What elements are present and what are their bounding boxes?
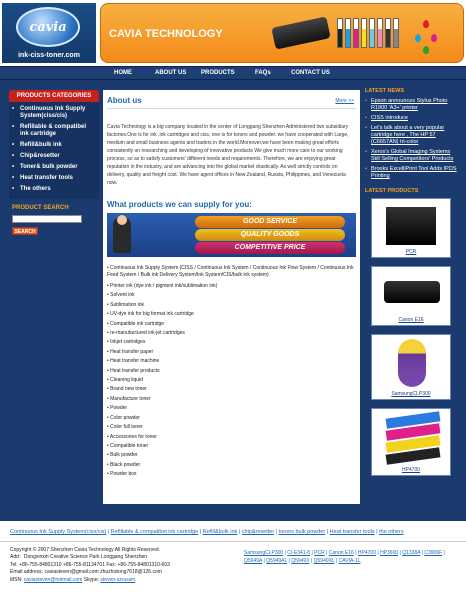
email: Email address: caviasteven@gmail.com zhuzhixiong7618@126.com bbox=[10, 569, 162, 576]
ink-cartridge-image bbox=[337, 18, 343, 48]
ink-drop-icon bbox=[415, 34, 421, 42]
nav-home[interactable]: HOME bbox=[114, 70, 132, 76]
footer-product-link[interactable]: SamsungCLP300 bbox=[244, 550, 284, 556]
product-image bbox=[398, 339, 426, 387]
product-card[interactable] bbox=[371, 334, 451, 400]
ink-cartridge-image bbox=[385, 18, 391, 48]
list-item: • Powder bbox=[107, 405, 128, 412]
ink-cartridge-image bbox=[345, 18, 351, 48]
list-item: • Powder box bbox=[107, 471, 137, 478]
footer-product-link[interactable]: Q5949XL bbox=[313, 558, 335, 564]
product-card[interactable] bbox=[371, 198, 451, 258]
product-search-title: PRODUCT SEARCH bbox=[12, 205, 69, 211]
product-caption[interactable]: HP4700 bbox=[401, 467, 421, 473]
footer-product-link[interactable]: HP3600 bbox=[380, 550, 399, 556]
footer-link[interactable]: chip&resetter bbox=[241, 529, 275, 535]
search-input[interactable] bbox=[12, 215, 82, 223]
more-link[interactable]: More >> bbox=[335, 98, 354, 104]
ink-drop-icon bbox=[423, 20, 429, 28]
footer-links: Continuous Ink Supply System(ciss/cis) | Refillable & compatibel ink cartridge | Refill&bulk ink | chip&resetter | toners bulk powder | Heat transfer tools | the others bbox=[10, 529, 404, 535]
footer-link[interactable]: Heat transfer tools bbox=[329, 529, 375, 535]
main-content bbox=[103, 90, 360, 504]
list-item: • Color powder bbox=[107, 414, 140, 421]
list-item: • Heat transfer products bbox=[107, 367, 160, 374]
news-item[interactable]: • Brooks ExcelliPrint Tool Adds IPDS Printing bbox=[365, 166, 457, 179]
list-item: • Compatible ink cartridge bbox=[107, 320, 165, 327]
category-item[interactable]: • Continuous Ink Supply System(ciss/cis) bbox=[12, 106, 86, 119]
header bbox=[0, 0, 466, 66]
footer-product-link[interactable]: Canon E16 bbox=[328, 550, 354, 556]
category-item[interactable]: • Refill&bulk ink bbox=[12, 142, 62, 148]
product-image bbox=[384, 281, 440, 303]
banner bbox=[100, 3, 464, 63]
banner-title: CAVIA TECHNOLOGY bbox=[109, 28, 223, 40]
footer-product-link[interactable]: HP4700 bbox=[357, 550, 376, 556]
nav-contact-us[interactable]: CONTACT US bbox=[291, 70, 330, 76]
latest-news-title: LATEST NEWS bbox=[365, 88, 405, 94]
category-item[interactable]: • The others bbox=[12, 186, 51, 192]
ink-cartridge-image bbox=[393, 18, 399, 48]
footer-product-links: SamsungCLP300 | CI-E341-8 | PCR | Canon E16 | HP4700 | HP3600 | Q1338A | C3906F | Q5949A | Q5949AL | Q5949X | Q5949XL | CAVIA-1L bbox=[244, 550, 445, 564]
footer-product-link[interactable]: Q5949AL bbox=[266, 558, 288, 564]
ink-cartridge-image bbox=[369, 18, 375, 48]
list-item: • Brand new toner bbox=[107, 386, 147, 393]
category-item[interactable]: • Refillable & compatibel ink cartridge bbox=[12, 124, 87, 137]
promo-banner bbox=[107, 213, 356, 257]
about-text: Cavia Technology is a big company located in the center of Longgang Shenzhen Administered two subsidiary factories.One is for ink ,ink cartridges and ciss, one is for toners and powder. we have cooperated with Large, medium and small business agents and traders in the world.Moreover,we have been making great efforts consistently on researching and developing of innovative products We give much more care to our working process, so as to satisfy customers' different needs and requirements. Therefore, we are enjoying great reputation in the industry, and are advancing into the global market drastically. As well strictly controls on delivery, quality and freight cost. We have agent offices in New Zealand, Russia, Philippines, and Venezuela now. bbox=[107, 124, 349, 186]
footer-product-link[interactable]: Q1338A bbox=[402, 550, 421, 556]
ink-cartridge-image bbox=[353, 18, 359, 48]
categories-title: PRODUCTS CATEGORIES bbox=[9, 90, 99, 102]
list-item: • Bulk powder bbox=[107, 452, 138, 459]
ink-drop-icon bbox=[423, 46, 429, 54]
footer-link[interactable]: toners bulk powder bbox=[278, 529, 326, 535]
msn-link[interactable]: caviasteven@hotmail.com bbox=[23, 576, 83, 583]
copyright: Copyright © 2007 Shenzhen Cavia Technology All Rights Reserved. bbox=[10, 547, 161, 553]
list-item: • Accessories for toner bbox=[107, 433, 157, 440]
footer bbox=[0, 520, 466, 600]
toner-cartridge-image bbox=[271, 16, 330, 49]
list-item: • Printer ink (dye ink / pigment ink/sublimation ink) bbox=[107, 283, 218, 289]
footer-link[interactable]: Refillable & compatibel ink cartridge bbox=[110, 529, 199, 535]
news-item[interactable]: • Epson announces Stylus Photo R1900 'A3+' printer bbox=[365, 98, 448, 111]
category-item[interactable]: • Toner& bulk powder bbox=[12, 164, 78, 170]
list-item: • Heat transfer machine bbox=[107, 358, 160, 365]
list-item: • re-manufactured ink-jet cartridges bbox=[107, 330, 185, 337]
person-head bbox=[117, 215, 127, 225]
list-item: • Black powder bbox=[107, 461, 141, 468]
nav-faqs[interactable]: FAQs bbox=[255, 70, 271, 76]
list-item: • Manufacture toner bbox=[107, 395, 151, 402]
address: Add：Dongxinxin Creative Science Park Longgang Shenzhen bbox=[10, 554, 148, 561]
right-sidebar bbox=[365, 88, 458, 476]
msn-skype: MSN: caviasteven@hotmail.com Skype: steven-szrussin bbox=[10, 576, 136, 583]
latest-products-title: LATEST PRODUCTS bbox=[365, 188, 419, 194]
footer-product-link[interactable]: Q5949A bbox=[244, 558, 263, 564]
footer-product-link[interactable]: CAVIA-1L bbox=[338, 558, 361, 564]
news-item[interactable]: • Xerox's Global Imaging Systems Still Selling Competitors' Products bbox=[365, 149, 454, 162]
news-item[interactable]: • Let's talk about a very popular cartridge here , The HP 57 (C6657AN) tri-color bbox=[365, 125, 445, 145]
categories-list bbox=[9, 102, 99, 199]
footer-link[interactable]: Refill&bulk ink bbox=[202, 529, 238, 535]
ink-cartridge-image bbox=[361, 18, 367, 48]
product-image bbox=[386, 207, 436, 245]
footer-product-link[interactable]: C3906F bbox=[424, 550, 443, 556]
about-title: About us bbox=[107, 96, 142, 105]
left-sidebar bbox=[9, 90, 99, 235]
footer-link[interactable]: the others bbox=[379, 529, 404, 535]
list-item: • Heat transfer paper bbox=[107, 348, 154, 355]
list-item: • Compatible toner bbox=[107, 442, 149, 449]
list-item: • Cleaning liquid bbox=[107, 377, 143, 384]
footer-product-link[interactable]: PCR bbox=[314, 550, 325, 556]
promo-competitive-price: COMPETITIVE PRICE bbox=[195, 242, 345, 254]
logo-text: cavia bbox=[29, 20, 67, 35]
promo-good-service: GOOD SERVICE bbox=[195, 216, 345, 228]
product-card[interactable] bbox=[371, 408, 451, 476]
main-nav bbox=[0, 66, 466, 80]
footer-product-link[interactable]: CI-E341-8 bbox=[287, 550, 311, 556]
products-list bbox=[107, 282, 356, 480]
product-caption[interactable]: PCR bbox=[405, 249, 417, 255]
divider bbox=[0, 541, 466, 542]
footer-link[interactable]: Continuous Ink Supply System(ciss/cis) bbox=[10, 529, 107, 535]
list-item: • UV-dye ink for big format ink cartridge bbox=[107, 311, 194, 318]
divider bbox=[107, 108, 356, 109]
nav-products[interactable]: PRODUCTS bbox=[201, 70, 235, 76]
product-card[interactable] bbox=[371, 266, 451, 326]
products-intro: • Continuous Ink Supply System (CISS / Continuous Ink System / Continuous Ink Flow System / Continuous Ink Feed System / Bulk ink Delivery System/Ink System/CIS/bulk ink system) bbox=[107, 265, 354, 278]
list-item: • Inkjet cartridges bbox=[107, 339, 146, 346]
product-caption[interactable]: SamsungCLP300 bbox=[391, 391, 431, 397]
logo[interactable] bbox=[2, 3, 96, 63]
list-item: • Solvent ink bbox=[107, 292, 135, 299]
products-title: What products we can supply for you: bbox=[107, 200, 252, 209]
logo-oval bbox=[16, 7, 80, 47]
list-item: • Sublimation ink bbox=[107, 301, 145, 308]
category-item[interactable]: • Chip&resetter bbox=[12, 153, 60, 159]
category-item[interactable]: • Heat transfer tools bbox=[12, 175, 74, 181]
tel-fax: Tel: +86-755-84801310 +86-755-81134701 Fax: +86-755-84801310-603 bbox=[10, 561, 170, 568]
nav-about-us[interactable]: ABOUT US bbox=[155, 70, 187, 76]
main-frame bbox=[0, 80, 466, 520]
logo-url: ink-ciss-toner.com bbox=[18, 52, 80, 59]
promo-quality-goods: QUALITY GOODS bbox=[195, 229, 345, 241]
skype-link[interactable]: steven-szrussin bbox=[100, 576, 136, 583]
ink-drop-icon bbox=[431, 34, 437, 42]
search-button[interactable]: SEARCH bbox=[12, 227, 38, 235]
footer-product-link[interactable]: Q5949X bbox=[291, 558, 310, 564]
list-item: • Color full toner bbox=[107, 424, 143, 431]
product-caption[interactable]: Canon E16 bbox=[398, 317, 424, 323]
news-item[interactable]: • CISS introduce bbox=[365, 115, 408, 121]
ink-cartridge-image bbox=[377, 18, 383, 48]
footer-contact bbox=[10, 547, 240, 584]
